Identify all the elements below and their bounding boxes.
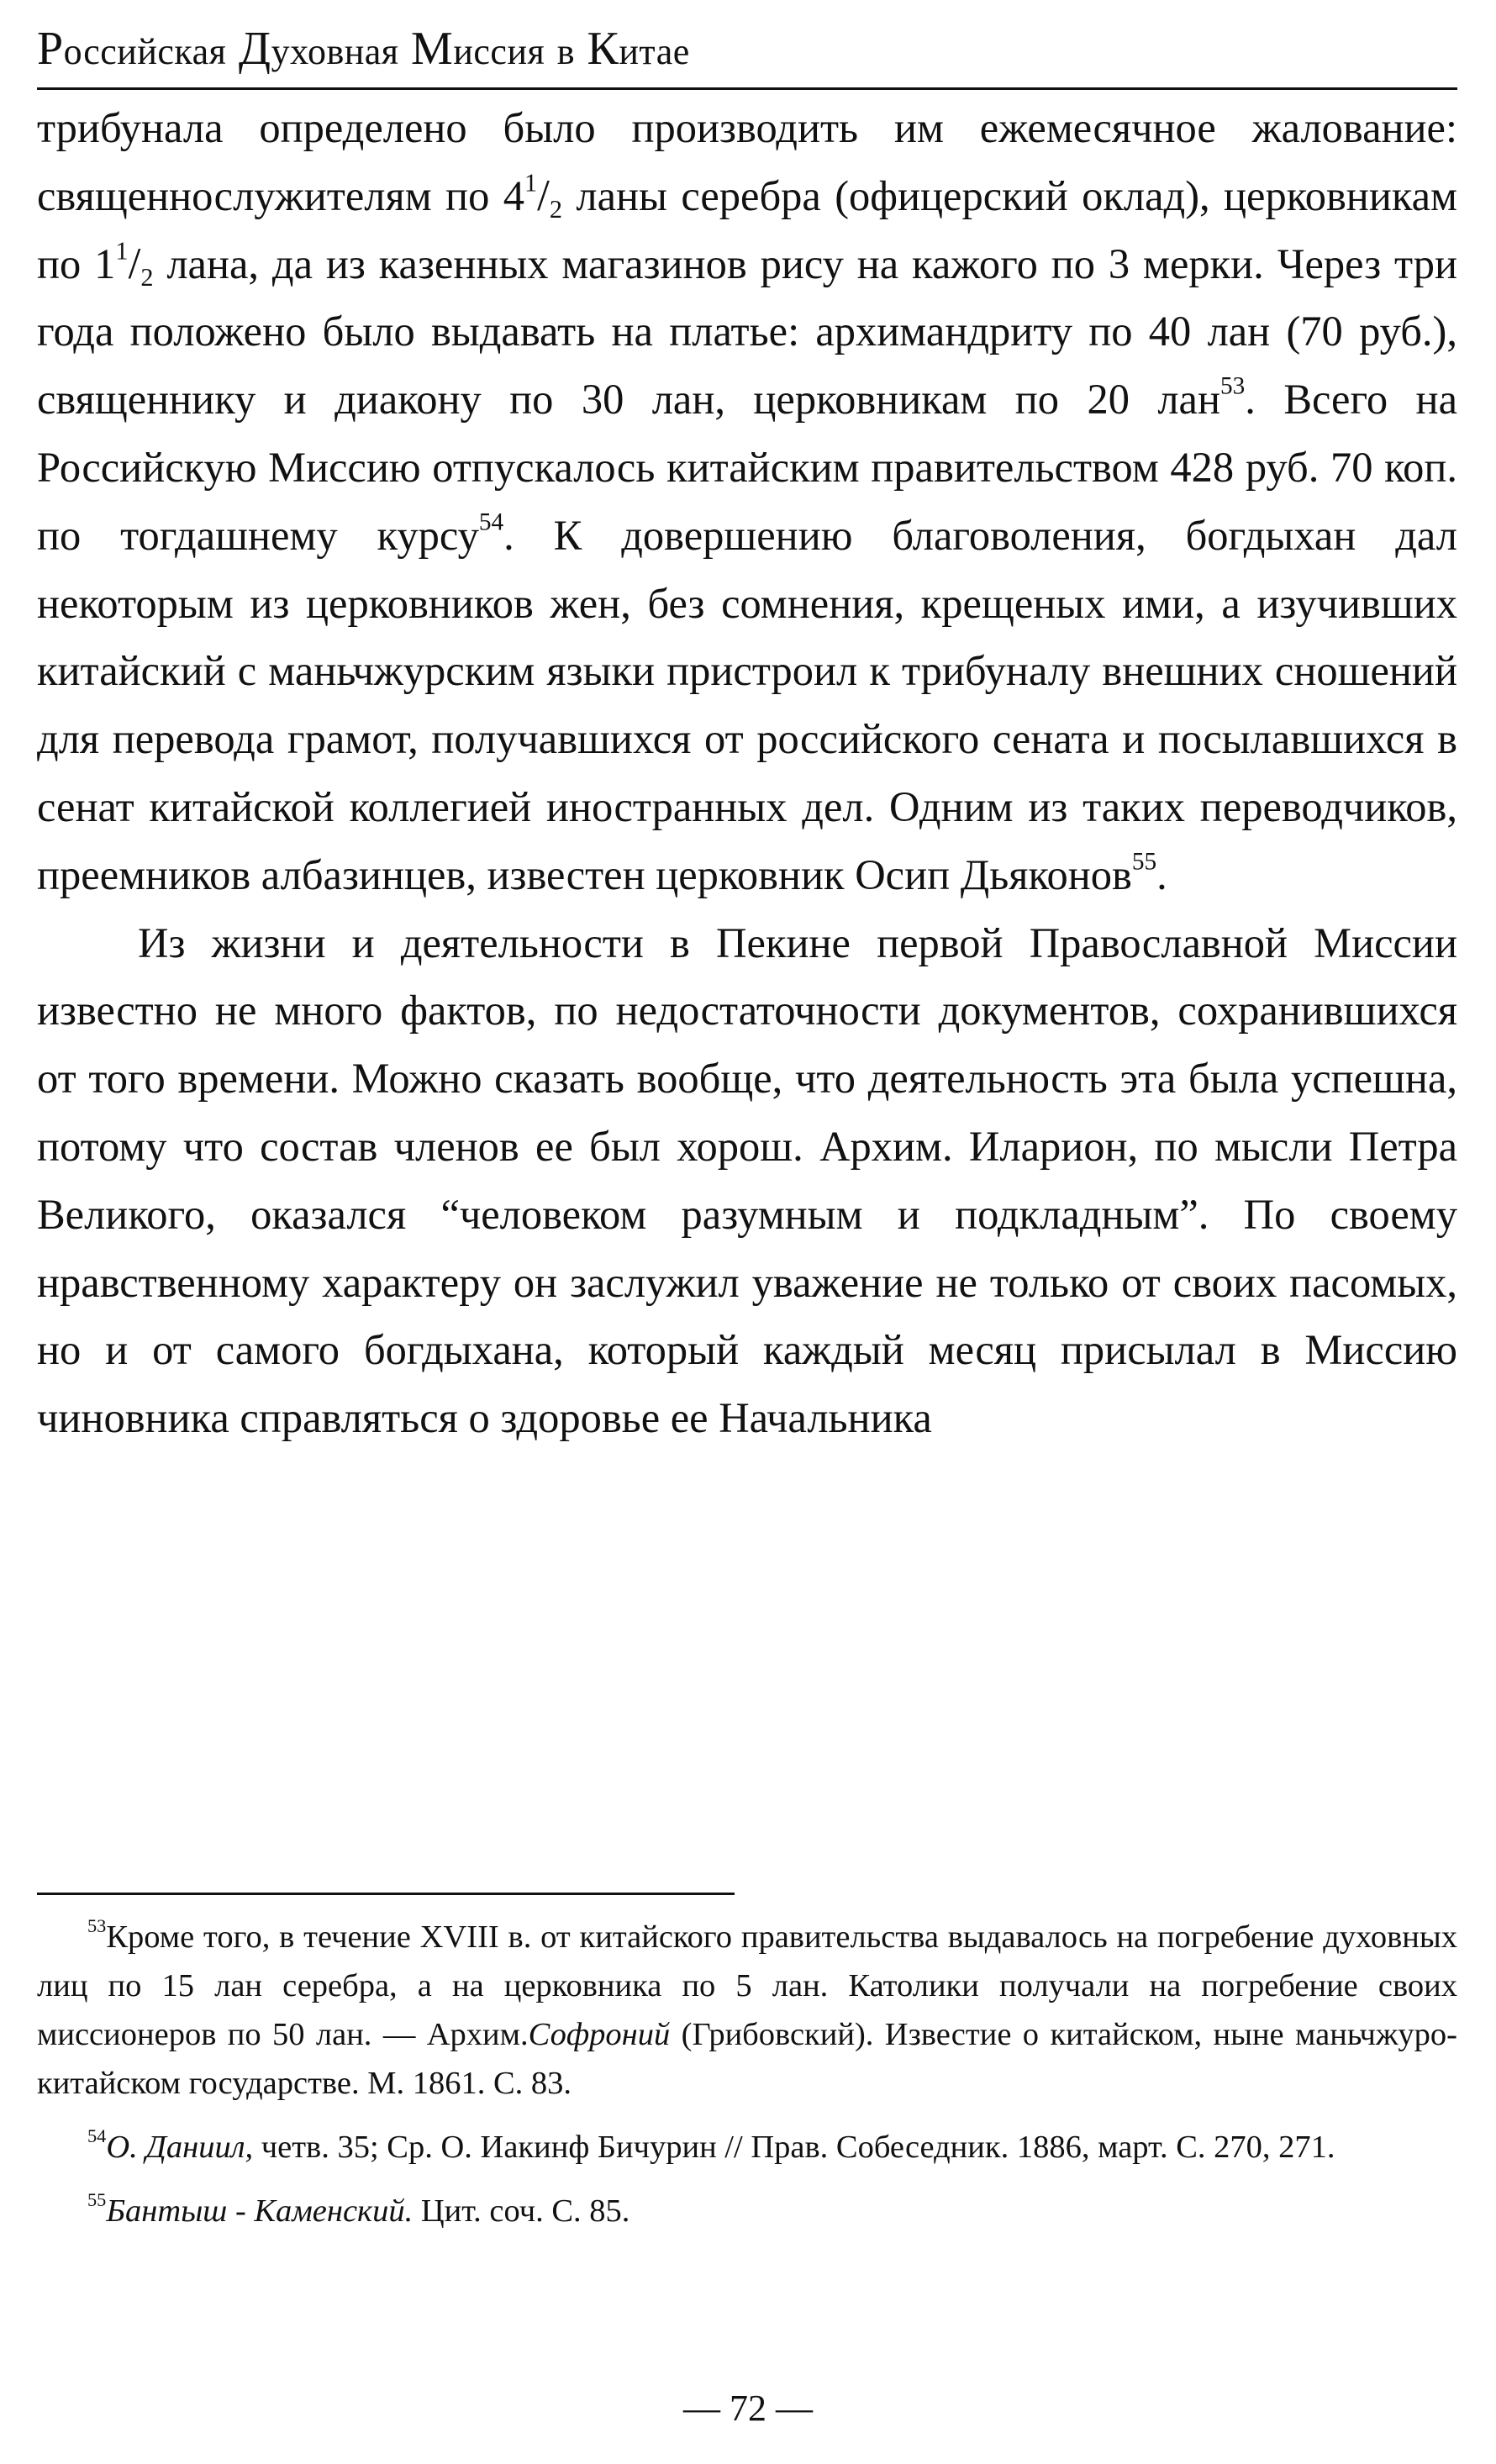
footnote-ref-53[interactable]: 53: [1220, 372, 1246, 400]
running-head-word: Миссия: [411, 23, 545, 75]
running-head-word: Китае: [587, 23, 690, 75]
footnote-55: $^{55}$Бантыш - Каменский. Цит. соч. С. 85.: [87, 2189, 630, 2229]
page-number: — 72 —: [683, 2388, 813, 2429]
running-head: [37, 15, 1457, 86]
footnote-ref-55[interactable]: 55: [1131, 848, 1157, 876]
body-text: [37, 94, 1457, 1452]
running-head-word: в: [556, 31, 576, 72]
paragraph-continued: трибунала определено было производить им ежемесячное жалование: священнослужителям по $4^1/_2$ ланы серебра (офицерский оклад), церковникам по $1^1/_2$ лана, да из казенных магазинов рису на кажого по 3 мерки. Через три года положено было выдавать на платье: архимандриту по 40 лан (70 руб.), священнику и диакону по 30 лан, церковникам по 20 лан$^{53}$. Всего на Российскую Миссию отпускалось китайским правительством 428 руб. 70 коп. по тогдашнему курсу$^{54}$. К довершению благоволения, богдыхан дал некоторым из церковников жен, без сомнения, крещеных ими, а изучивших китайский с маньчжурским языки пристроил к трибуналу внешних сношений для перевода грамот, получавшихся от российского сената и посылавшихся в сенат китайской коллегией иностранных дел. Одним из таких переводчиков, преемников албазинцев, известен церковник Осип Дьяконов$^{55}$.: [37, 104, 1458, 898]
running-head-word: Духовная: [238, 23, 399, 75]
footnotes: [37, 1913, 1457, 2251]
running-head-word: Российская: [37, 23, 227, 75]
footnote-ref-54[interactable]: 54: [478, 508, 504, 536]
footnote-rule: [37, 1893, 735, 1895]
footnote-54: $^{54}$О. Даниил, четв. 35; Ср. О. Иакинф Бичурин // Прав. Собеседник. 1886, март. С. 270, 271.: [87, 2125, 1335, 2165]
footnote-53: $^{53}$Кроме того, в течение XVIII в. от китайского правительства выдавалось на погребение духовных лиц по 15 лан серебра, а на церковника по 5 лан. Католики получали на погребение своих миссионеров по 50 лан. — Архим.Софроний (Грибовский). Известие о китайском, ныне маньчжуро-китайском государстве. М. 1861. С. 83.: [37, 1915, 1457, 2101]
header-rule: [37, 87, 1457, 90]
fraction-four-and-half: $4^1/_2$: [503, 168, 563, 224]
paragraph: Из жизни и деятельности в Пекине первой Православной Миссии известно не много фактов, по недостаточности документов, сохранившихся от того времени. Можно сказать вообще, что деятельность эта была успешна, потому что состав членов ее был хорош. Архим. Иларион, по мысли Петра Великого, оказался “человеком разумным и подкладным”. По своему нравственному характеру он заслужил уважение не только от своих пасомых, но и от самого богдыхана, который каждый месяц присылал в Миссию чиновника справляться о здоровье ее Начальника: [37, 919, 1457, 1442]
fraction-one-and-half: $1^1/_2$: [94, 235, 154, 292]
